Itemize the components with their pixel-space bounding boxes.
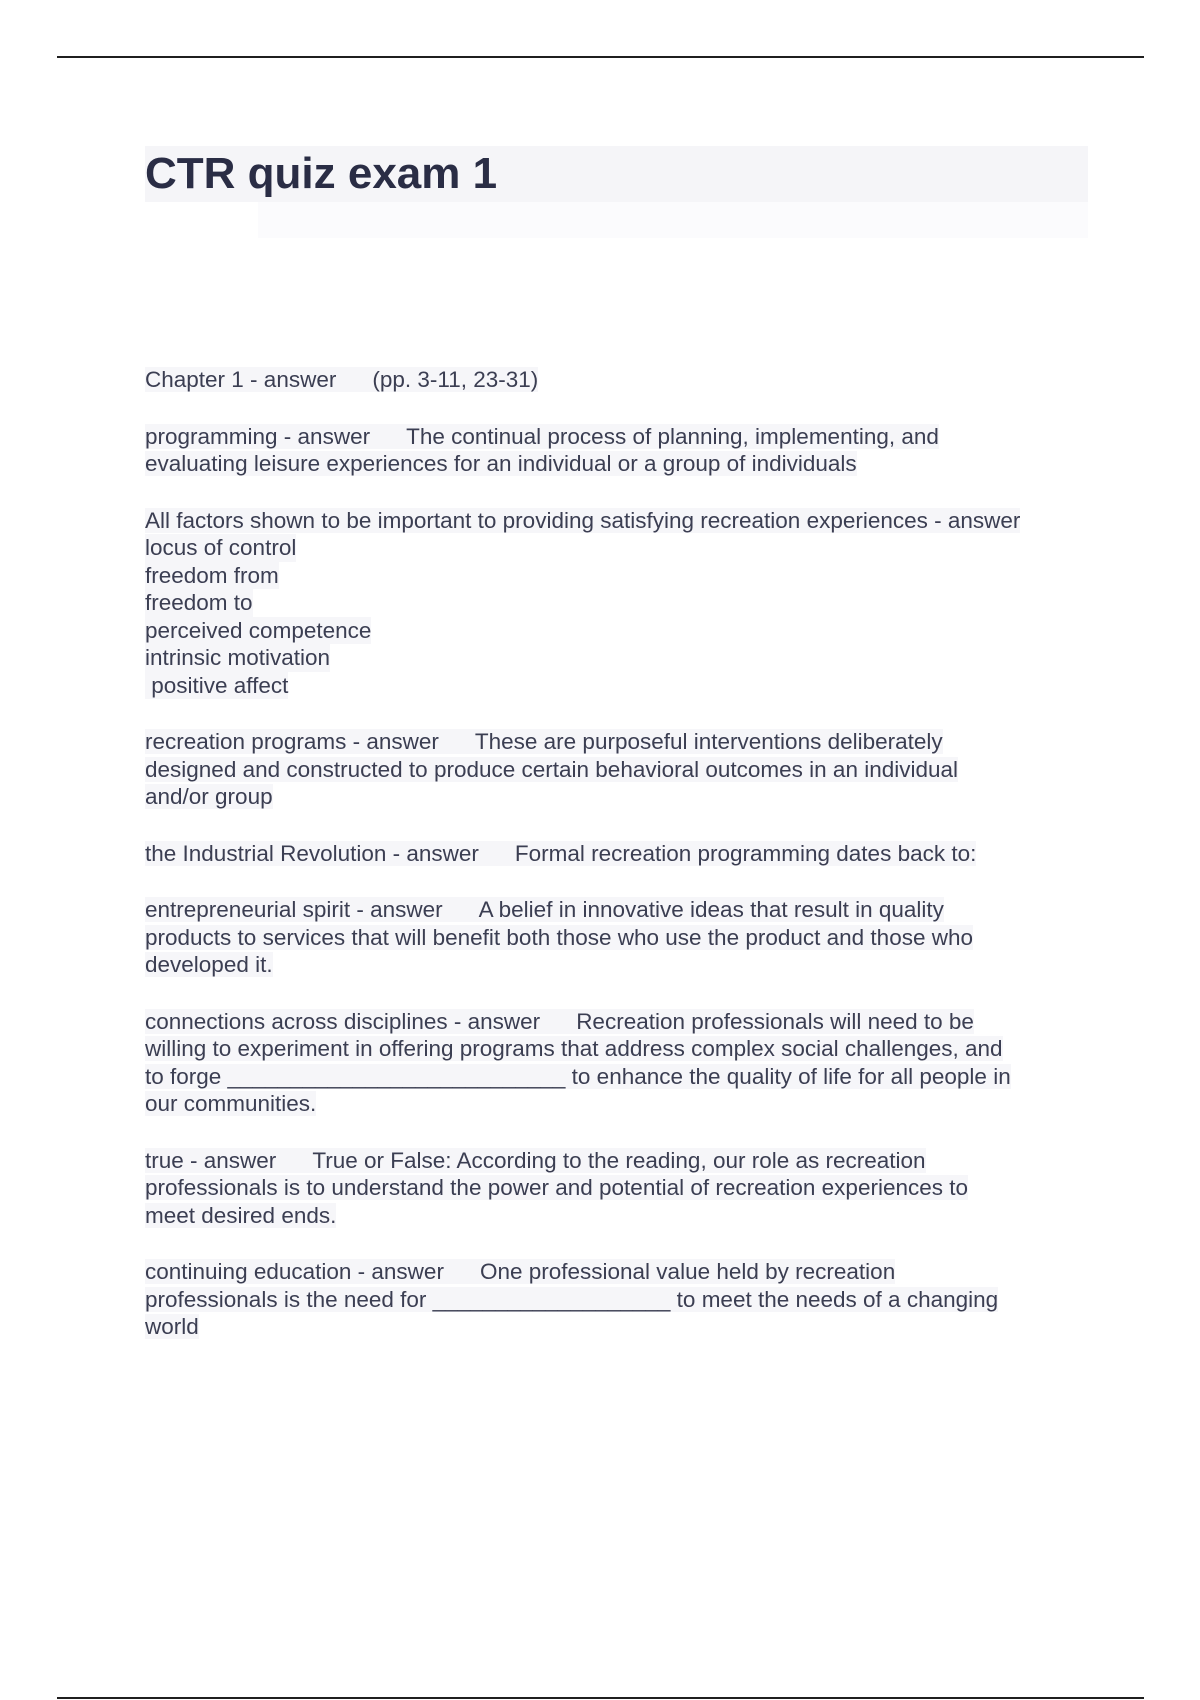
qa-entry (145, 728, 1095, 811)
page-title: CTR quiz exam 1 (145, 149, 498, 198)
qa-entry (145, 1147, 1095, 1230)
qa-entry (145, 896, 1095, 979)
qa-entry (145, 840, 1095, 868)
entry-term: Chapter 1 - answer (145, 367, 337, 392)
entry-definition-line: our communities. (145, 1091, 317, 1116)
entry-definition-line: willing to experiment in offering programs that address complex social challenges, and (145, 1036, 1003, 1061)
entry-definition-line: and/or group (145, 784, 273, 809)
entry-definition-line: products to services that will benefit both those who use the product and those who (145, 924, 973, 950)
entry-definition: These are purposeful interventions deliberately (474, 729, 943, 754)
entry-definition-line: meet desired ends. (145, 1202, 337, 1228)
entry-term: connections across disciplines - answer (145, 1008, 541, 1034)
entry-term: the Industrial Revolution - answer (145, 840, 479, 866)
entry-term: entrepreneurial spirit - answer (145, 897, 443, 922)
entry-definition: True or False: According to the reading, our role as recreation (312, 1147, 926, 1173)
entry-definition-line: professionals is the need for ___________________ to meet the needs of a changing (145, 1286, 999, 1312)
answer-list-item: freedom to (145, 590, 253, 615)
entry-definition: A belief in innovative ideas that result in quality (478, 897, 944, 922)
entry-definition-line: developed it. (145, 952, 273, 977)
entry-definition-line: to forge ___________________________ to enhance the quality of life for all people in (145, 1063, 1011, 1089)
answer-list-item: freedom from (145, 562, 279, 588)
title-highlight-shadow (258, 202, 1088, 238)
entry-term: recreation programs - answer (145, 729, 439, 754)
top-rule (57, 56, 1144, 58)
entry-definition: The continual process of planning, implementing, and (406, 423, 939, 449)
entry-definition-line: world (145, 1314, 199, 1339)
answer-list-item: intrinsic motivation (145, 645, 331, 670)
entry-term: All factors shown to be important to providing satisfying recreation experiences - answer (145, 507, 1021, 533)
qa-entry (145, 423, 1095, 478)
qa-entry (145, 366, 1095, 394)
answer-list-item: perceived competence (145, 617, 372, 643)
document-body (145, 366, 1095, 1370)
entry-definition-line: professionals is to understand the power and potential of recreation experiences to (145, 1175, 969, 1200)
entry-definition: One professional value held by recreation (479, 1259, 896, 1284)
entry-term: programming - answer (145, 423, 371, 449)
answer-list-item: positive affect (145, 672, 289, 698)
entry-definition-line: designed and constructed to produce certain behavioral outcomes in an individual (145, 756, 959, 782)
entry-definition-line: evaluating leisure experiences for an individual or a group of individuals (145, 451, 857, 476)
qa-entry (145, 507, 1095, 700)
entry-term: true - answer (145, 1147, 277, 1173)
entry-term: continuing education - answer (145, 1259, 444, 1284)
entry-definition: (pp. 3-11, 23-31) (372, 367, 539, 392)
qa-entry (145, 1258, 1095, 1341)
bottom-rule (57, 1697, 1144, 1699)
answer-list-item: locus of control (145, 535, 297, 560)
qa-entry (145, 1008, 1095, 1118)
entry-definition: Formal recreation programming dates back to: (514, 840, 977, 866)
entry-definition: Recreation professionals will need to be (576, 1008, 974, 1034)
